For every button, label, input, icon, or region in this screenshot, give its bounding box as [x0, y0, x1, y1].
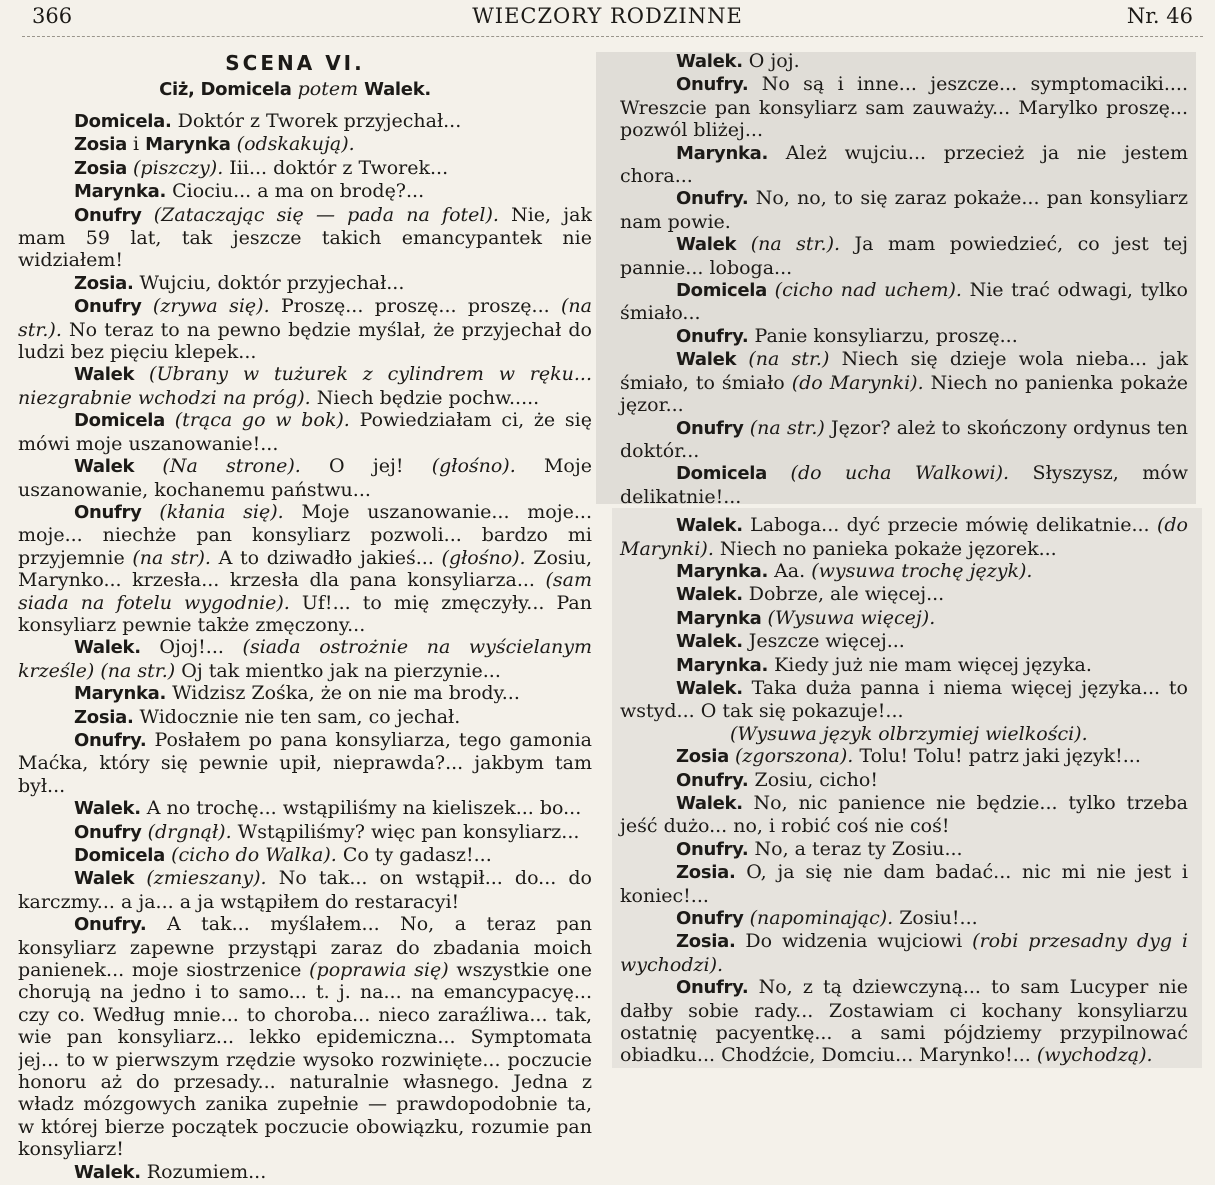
left-paragraph [18, 706, 592, 729]
dialogue-text: Kiedy już nie mam więcej języka. [768, 653, 1092, 676]
dialogue-text: Powiedziałam ci, że się mówi moje uszanowanie!... [18, 409, 592, 455]
right-paragraph [620, 907, 1188, 930]
speaker-name: Onufry. [676, 188, 749, 210]
stage-direction: (na str.) [743, 416, 825, 439]
dialogue-text: Zosiu!... [893, 907, 978, 930]
left-paragraph [18, 110, 592, 133]
dialogue-text: Rozumiem... [140, 1160, 267, 1183]
stage-direction: (głośno). [403, 455, 516, 478]
dialogue-text: O jej! [300, 455, 404, 478]
left-paragraph [18, 1161, 592, 1184]
dialogue-text: Moje uszanowanie... moje... moje... niechże pan konsyliarz pozwoli... bardzo mi przyjemnie [18, 500, 592, 569]
right-paragraph [620, 417, 1188, 463]
dialogue-text: No, a teraz ty Zosiu... [748, 837, 963, 860]
dialogue-text: Dobrze, ale więcej... [742, 583, 945, 606]
dialogue-text: Widzisz Zośka, że on nie ma brody... [166, 682, 520, 705]
speaker-name: Marynka. [676, 560, 769, 582]
stage-direction: (sam siada na fotelu wygodnie). [18, 569, 592, 614]
dialogue-text: No teraz to na pewno będzie myślał, że przyjechał do ludzi bez pięciu klepek... [18, 318, 592, 364]
issue-number: Nr. 46 [1126, 4, 1193, 28]
right-column [620, 50, 1188, 1067]
left-paragraph [18, 501, 592, 636]
left-paragraph [18, 455, 592, 501]
dialogue-text: Jeszcze więcej... [742, 630, 905, 653]
left-paragraph [18, 797, 592, 820]
stage-direction: (cicho nad uchem). [767, 279, 962, 302]
header-rule [22, 36, 1203, 37]
dialogue-text: Proszę... proszę... proszę... [269, 295, 550, 318]
speaker-name: Domicela [74, 845, 166, 866]
speaker-name: Marynka. [74, 683, 167, 705]
page-header [0, 0, 1215, 36]
speaker-name: Walek. [676, 793, 743, 814]
stage-direction: (robi przesadny dyg i wychodzi). [620, 930, 1188, 976]
right-paragraph [620, 769, 1188, 792]
dialogue-text: Zosiu, cicho! [748, 768, 878, 791]
dialogue-text: Niech no panienka pokaże jęzor... [620, 371, 1188, 417]
right-paragraph [620, 583, 1188, 606]
right-paragraph [620, 654, 1188, 677]
stage-direction: (drgnął). [141, 820, 232, 843]
right-paragraph [620, 142, 1188, 188]
stage-direction: (piszczy). [126, 156, 224, 179]
stage-direction: (Ubrany w tużurek z cylindrem w ręku... niezgrabnie wchodzi na próg). [18, 363, 592, 409]
stage-direction: (zmieszany). [134, 867, 267, 890]
speaker-name: Zosia. [676, 862, 736, 884]
right-paragraph [620, 723, 1188, 745]
right-paragraph [620, 792, 1188, 838]
stage-direction: potem [291, 78, 365, 100]
dialogue-text: wszystkie one chorują na jedno i to samo... t. j. na... na emancypacyę... czy co. Według mnie... to choroba... nieco zaraźliwa... tak, wie pan konsyliarz... lekko epidemiczna... Symptomata jej... to w pierwszym rzędzie wysoko rozwinięte... poczucie honoru aż do przesady... naturalnie własnego. Jedna z władz mózgowych zanika zupełnie — prawdopodobnie ta, w której bierze początek poczucie obowiązku, rozumie pan konsyliarz! [18, 959, 592, 1161]
stage-direction: (na str.). [18, 295, 592, 341]
speaker-name: Walek. [676, 515, 743, 537]
speaker-name: Zosia. [676, 931, 736, 953]
speaker-name: Walek [74, 868, 135, 890]
dialogue-text: Niech się dzieje wola nieba... jak śmiało, to śmiało [620, 348, 1188, 394]
right-paragraph [620, 279, 1188, 325]
stage-direction: (na str). [124, 546, 211, 569]
stage-direction: (odskakują). [230, 133, 355, 156]
stage-direction: (do Marynki). [784, 371, 924, 394]
speaker-name: Domicela. [74, 111, 172, 132]
right-paragraph [620, 976, 1188, 1067]
speaker-name: Onufry. [676, 977, 749, 999]
dialogue-text: No, no, to się zaraz pokaże... pan konsyliarz nam powie. [620, 187, 1188, 233]
stage-direction: (poprawia się) [301, 959, 449, 982]
running-title: WIECZORY RODZINNE [472, 4, 743, 28]
stage-direction: (zrywa się). [141, 295, 270, 318]
right-paragraph [620, 187, 1188, 233]
stage-direction: (napominając). [743, 907, 894, 930]
speaker-name: Zosia [74, 134, 127, 156]
right-paragraph [620, 514, 1188, 560]
speaker-name: Onufry. [74, 729, 147, 751]
right-paragraph [620, 930, 1188, 976]
stage-direction: (cicho do Walka). [165, 844, 337, 866]
speaker-name: Onufry [74, 296, 142, 318]
left-dialogue [18, 110, 592, 1184]
speaker-name: Walek. [676, 677, 743, 699]
stage-direction: (do Marynki). [620, 514, 1188, 560]
left-column [18, 50, 592, 1185]
left-paragraph [18, 821, 592, 844]
speaker-name: Walek. [676, 584, 743, 606]
speaker-name: Zosia. [74, 272, 134, 294]
speaker-name: Walek [676, 349, 737, 371]
stage-direction: (Zataczając się — pada na fotel). [141, 203, 499, 226]
left-paragraph [18, 133, 592, 156]
right-paragraph [620, 560, 1188, 583]
stage-direction: (siada ostrożnie na wyścielanym krześle) (na str.) [18, 636, 592, 682]
speaker-name: Zosia. [74, 706, 134, 728]
dialogue-text: No są i inne... jeszcze... symptomaciki.... Wreszcie pan konsyliarz sam zauważy... Marylko proszę... pozwól bliżej... [620, 73, 1188, 142]
stage-direction: (Wysuwa więcej). [761, 606, 936, 629]
speaker-name: Onufry. [74, 914, 147, 936]
right-paragraph [620, 462, 1188, 508]
left-paragraph [18, 363, 592, 409]
right-paragraph [620, 73, 1188, 141]
dialogue-text: Tolu! Tolu! patrz jaki język!... [853, 745, 1141, 768]
speaker-name: Marynka [145, 134, 231, 156]
speaker-name: Walek [74, 364, 135, 386]
dialogue-text: A no trochę... wstąpiliśmy na kieliszek... bo... [140, 797, 582, 820]
stage-direction: (zgorszona). [728, 745, 854, 768]
speaker-name: Zosia [676, 746, 729, 768]
dialogue-text: Wujciu, doktór przyjechał... [133, 271, 405, 294]
page-number: 366 [32, 4, 73, 28]
speaker-name: Marynka. [74, 181, 167, 203]
scene-heading: SCENA VI. [225, 51, 365, 75]
dialogue-text: No tak... on wstąpił... do... do karczmy... a ja... a ja wstąpiłem do restaracyi! [18, 867, 592, 913]
stage-direction: (na str.). [736, 233, 841, 256]
right-paragraph [620, 50, 1188, 73]
dialogue-text: Ciociu... a ma on brodę?... [166, 180, 425, 203]
speaker-name: Domicela [676, 463, 768, 485]
dialogue-text: Widocznie nie ten sam, co jechał. [133, 705, 461, 728]
dialogue-text: Aa. [768, 559, 806, 582]
left-paragraph [18, 867, 592, 913]
left-paragraph [18, 682, 592, 705]
speaker-name: Walek [676, 234, 737, 256]
right-paragraph [620, 677, 1188, 723]
dialogue-text: Nie, jak mam 59 lat, tak jeszcze takich emancypantek nie widziałem! [18, 203, 592, 272]
speaker-name: Onufry. [676, 769, 749, 791]
speaker-name: Onufry [74, 821, 142, 843]
left-paragraph [18, 272, 592, 295]
left-paragraph [18, 204, 592, 272]
speaker-name: Marynka [676, 607, 762, 629]
speaker-name: Marynka. [676, 654, 769, 676]
speaker-name: Walek. [676, 51, 743, 72]
dialogue-text: Panie konsyliarzu, proszę... [748, 324, 1018, 347]
speaker-name: Walek. [74, 798, 141, 820]
dialogue-text: Niech no panieka pokaże jęzorek... [713, 537, 1057, 560]
dialogue-text: Co ty gadasz!... [336, 844, 492, 866]
speaker-name: Onufry [74, 501, 142, 523]
stage-direction: (głośno). [433, 546, 526, 569]
dialogue-text: O, ja się nie dam badać... nic mi nie jest i koniec!... [620, 861, 1188, 907]
speaker-name: Onufry [74, 204, 142, 226]
left-paragraph [18, 295, 592, 363]
speaker-name: Walek. [676, 631, 743, 653]
dialogue-text: A to dziwadło jakieś... [210, 546, 434, 569]
speaker-name: Marynka. [676, 142, 769, 164]
stage-direction: (Wysuwa język olbrzymiej wielkości). [730, 722, 1088, 745]
dialogue-text: Słyszysz, mów delikatnie!... [620, 462, 1188, 508]
dialogue-text: Do widzenia wujciowi [735, 930, 963, 953]
stage-direction: (wychodzą). [1030, 1044, 1153, 1067]
right-paragraph [620, 630, 1188, 653]
speaker-name: Walek. [74, 637, 141, 659]
speaker-name: Onufry. [676, 838, 749, 860]
speaker-name: Domicela [676, 280, 768, 302]
stage-direction: (trąca go w bok). [165, 409, 350, 432]
dialogue-text: Iii... doktór z Tworek... [223, 156, 449, 179]
left-paragraph [18, 636, 592, 682]
right-paragraph [620, 325, 1188, 348]
speaker-name: Walek [74, 456, 135, 478]
left-paragraph [18, 913, 592, 1160]
dialogue-text: Zosiu, Marynko... krzesła... krzesła dla pana konsyliarza... [18, 546, 592, 592]
dialogue-text: Ależ wujciu... przecież ja nie jestem chora... [620, 141, 1188, 188]
dialogue-text: Posłałem po pana konsyliarza, tego gamonia Maćka, który się pewnie upił, nieprawda?... jakbym tam był... [18, 728, 592, 797]
speaker-name: Onufry. [676, 325, 749, 347]
dialogue-text: Oj tak mientko jak na pierzynie... [175, 659, 501, 682]
dialogue-text: Nie trać odwagi, tylko śmiało... [620, 279, 1188, 325]
left-paragraph [18, 180, 592, 203]
dialogue-text: O joj. [742, 50, 800, 72]
left-paragraph [18, 157, 592, 180]
dialogue-text: Wstąpiliśmy? więc pan konsyliarz... [231, 820, 580, 843]
dialogue-text: A tak... myślałem... No, a teraz pan konsyliarz zapewne przystąpi zaraz do zbadania moich panienek... moje siostrzenice [18, 913, 592, 982]
dialogue-text: Ja mam powiedzieć, co jest tej pannie... loboga... [620, 233, 1188, 279]
speaker-name: Ciż, Domicela [159, 79, 292, 100]
speaker-name: Onufry. [676, 74, 749, 96]
speaker-name: Onufry [676, 908, 744, 930]
stage-direction: (do ucha Walkowi). [767, 462, 1010, 485]
dialogue-text: Ojoj!... [140, 636, 224, 659]
speaker-name: Walek. [74, 1161, 141, 1183]
right-paragraph [620, 348, 1188, 416]
speaker-name: Domicela [74, 410, 166, 432]
dialogue-text: Doktór z Tworek przyjechał... [171, 110, 462, 132]
dialogue-text: Jęzor? ależ to skończony ordynus ten doktór... [620, 416, 1189, 462]
left-paragraph [18, 409, 592, 455]
stage-direction: (na str.) [736, 348, 830, 371]
right-paragraph [620, 745, 1188, 768]
right-dialogue [620, 50, 1188, 1067]
left-paragraph [18, 729, 592, 797]
left-paragraph [18, 844, 592, 867]
right-paragraph [620, 233, 1188, 279]
dialogue-text: Laboga... dyć przecie mówię delikatnie... [742, 514, 1150, 537]
dialogue-text: Niech będzie pochw..... [310, 386, 540, 409]
stage-direction: (kłania się). [141, 500, 284, 523]
stage-direction: (Na strone). [134, 455, 301, 478]
dialogue-text: i [126, 133, 146, 156]
dialogue-text: Uf!... to mię zmęczyły... Pan konsyliarz pewnie także zmęczony... [18, 591, 592, 636]
right-paragraph [620, 838, 1188, 861]
right-paragraph [620, 861, 1188, 907]
dialogue-text: No, nic panience nie będzie... tylko trzeba jeść dużo... no, i robić coś nie coś! [620, 792, 1188, 838]
right-paragraph [620, 607, 1188, 630]
speaker-name: Zosia [74, 157, 127, 179]
dialogue-text: Moje uszanowanie, kochanemu państwu... [18, 455, 592, 501]
speaker-name: Onufry [676, 417, 744, 439]
stage-direction: (wysuwa trochę język). [805, 559, 1033, 582]
dialogue-text: Taka duża panna i niema więcej języka... to wstyd... O tak się pokazuje!... [620, 676, 1188, 723]
dialogue-text: No, z tą dziewczyną... to sam Lucyper nie dałby sobie rady... Zostawiam ci kochany konsyliarzu ostatnię pacyentkę... a sami pójdziemy przypilnować obiadku... Chodźcie, Domciu... Marynko!... [620, 976, 1188, 1067]
speaker-name: Walek. [364, 79, 431, 100]
scene-cast [18, 76, 592, 103]
